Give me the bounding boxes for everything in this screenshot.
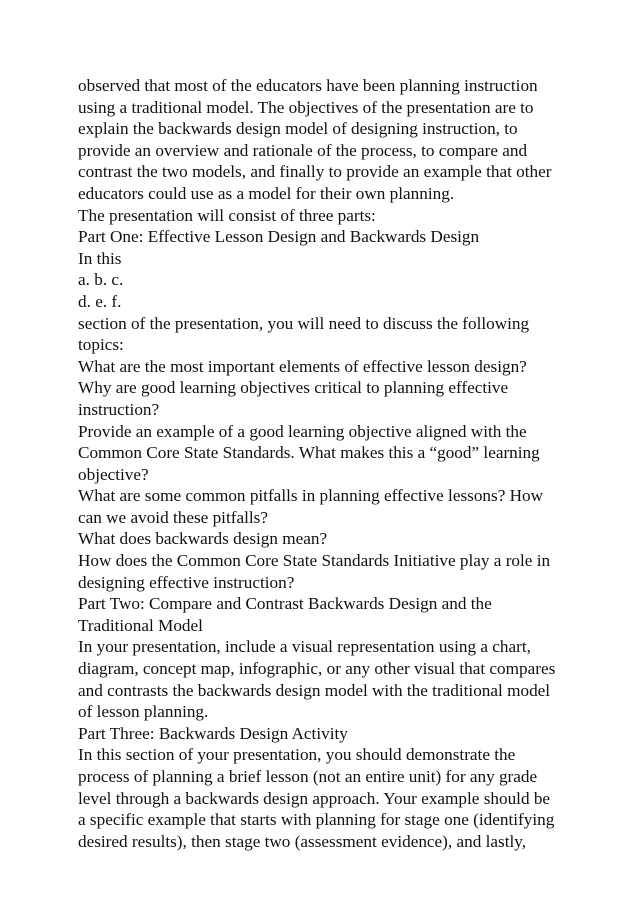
text-line: observed that most of the educators have been planning instruction [78, 76, 538, 95]
list-markers: d. e. f. [78, 291, 122, 311]
text-line: and contrasts the backwards design model with the traditional model [78, 680, 551, 700]
section-heading-part-two: Traditional Model [78, 615, 203, 635]
question-line: What are some common pitfalls in planning effective lessons? How [78, 486, 544, 506]
question-line: Why are good learning objectives critical to planning effective [78, 378, 509, 398]
section-heading-part-one: Part One: Effective Lesson Design and Backwards Design [78, 227, 480, 247]
text-line: level through a backwards design approach. Your example should be [78, 788, 551, 808]
text-line: using a traditional model. The objectives of the presentation are to [78, 97, 534, 117]
text-line: educators could use as a model for their own planning. [78, 183, 455, 203]
question-line: instruction? [78, 399, 160, 419]
question-line: How does the Common Core State Standards Initiative play a role in [78, 551, 551, 571]
question-line: Common Core State Standards. What makes this a “good” learning [78, 443, 540, 463]
text-line: section of the presentation, you will need to discuss the following [78, 313, 530, 333]
text-line: diagram, concept map, infographic, or any other visual that compares [78, 659, 556, 679]
text-line: In your presentation, include a visual representation using a chart, [78, 637, 531, 657]
question-line: What does backwards design mean? [78, 529, 328, 549]
question-line: can we avoid these pitfalls? [78, 507, 268, 527]
section-heading-part-three: Part Three: Backwards Design Activity [78, 723, 348, 743]
text-line: process of planning a brief lesson (not an entire unit) for any grade [78, 767, 538, 786]
text-line: In this [78, 248, 122, 268]
section-heading-part-two: Part Two: Compare and Contrast Backwards Design and the [78, 594, 492, 614]
question-line: designing effective instruction? [78, 572, 295, 592]
text-line: explain the backwards design model of designing instruction, to [78, 119, 518, 139]
text-line: desired results), then stage two (assessment evidence), and lastly, [78, 831, 527, 851]
list-markers: a. b. c. [78, 270, 124, 290]
text-line: contrast the two models, and finally to provide an example that other [78, 162, 552, 182]
question-line: Provide an example of a good learning objective aligned with the [78, 421, 527, 441]
body-text [78, 75, 578, 852]
text-line: topics: [78, 335, 124, 355]
text-line: In this section of your presentation, you should demonstrate the [78, 745, 516, 765]
text-line: provide an overview and rationale of the process, to compare and [78, 140, 528, 160]
question-line: What are the most important elements of effective lesson design? [78, 356, 527, 376]
text-line: a specific example that starts with planning for stage one (identifying [78, 810, 555, 830]
question-line: objective? [78, 464, 149, 484]
text-line: The presentation will consist of three parts: [78, 205, 376, 225]
text-line: of lesson planning. [78, 702, 209, 722]
